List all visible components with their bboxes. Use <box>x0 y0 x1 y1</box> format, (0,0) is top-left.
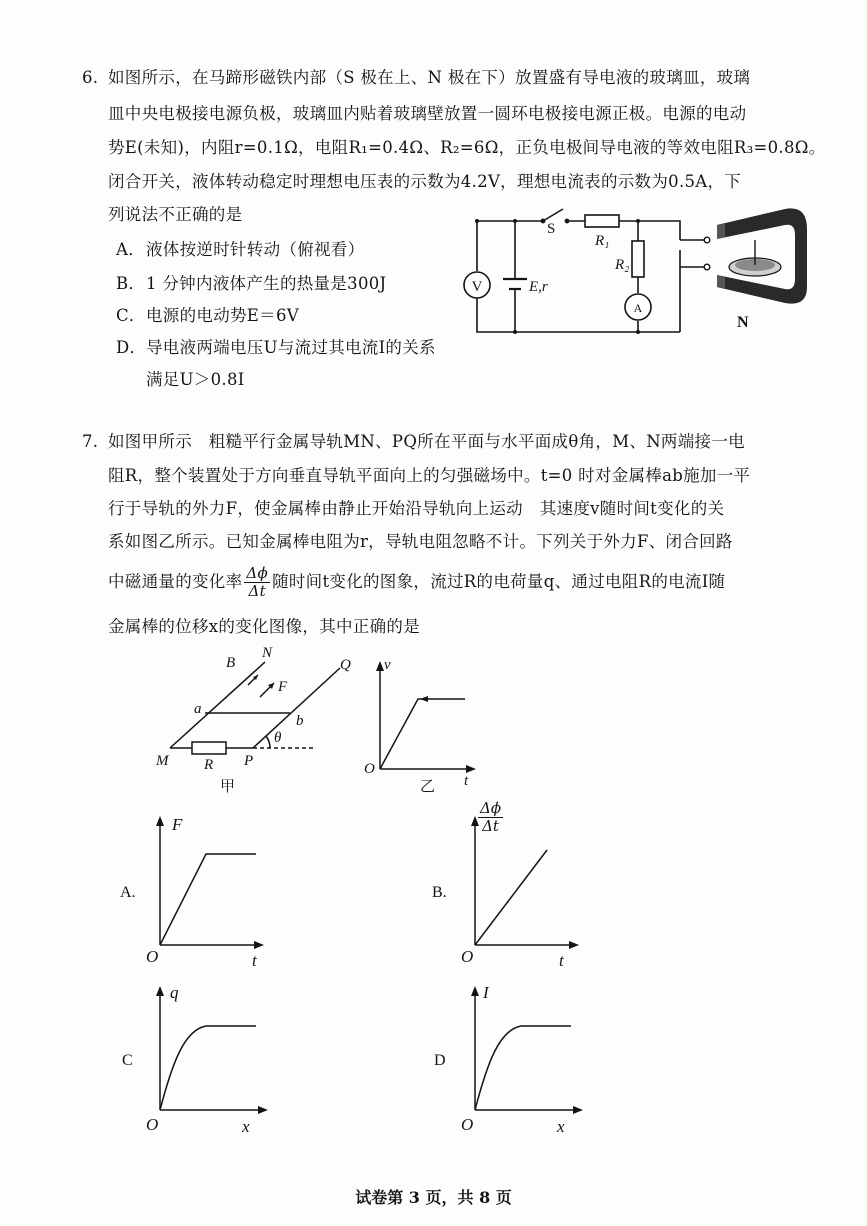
label-q: Q <box>340 657 351 673</box>
origin-label: O <box>146 1115 159 1134</box>
question-text-line: 行于导轨的外力F，使金属棒由静止开始沿导轨向上运动 其速度v随时间t变化的关 <box>108 499 725 518</box>
option-letter: C <box>122 1052 133 1069</box>
question-text-line: 列说法不正确的是 <box>108 205 243 224</box>
circuit-diagram <box>455 195 815 345</box>
battery-label: E,r <box>529 279 548 295</box>
option-letter: D． <box>116 338 147 357</box>
figure-caption: 乙 <box>420 777 436 795</box>
question-text-line: 势E(未知)，内阻r=0.1Ω，电阻R₁=0.4Ω、R₂=6Ω，正负电极间导电液的等效电阻R₃=0.8Ω。 <box>108 138 826 157</box>
graph-f-vs-t <box>140 810 280 970</box>
ammeter-icon <box>625 294 651 320</box>
figure-jia-rails <box>150 645 370 795</box>
option-letter: A． <box>116 240 146 259</box>
question-number: 7. <box>82 432 99 451</box>
figure-caption: 甲 <box>220 777 236 795</box>
origin-label: O <box>364 761 375 777</box>
option-letter: C． <box>116 306 146 325</box>
r1-label: R₁ <box>595 233 610 249</box>
origin-label: O <box>461 1115 474 1134</box>
x-axis-label: x <box>557 1117 565 1136</box>
option-letter: B． <box>116 274 146 293</box>
graph-flux-rate-vs-t <box>455 810 595 970</box>
figure-yi-velocity <box>360 655 480 795</box>
y-axis-label-fraction: $\frac{\Delta\phi}{\Delta t}$ <box>480 799 502 835</box>
option-text-continued: 满足U＞0.8I <box>146 370 245 389</box>
label-f: F <box>278 679 288 695</box>
label-p: P <box>244 753 254 769</box>
origin-label: O <box>146 947 159 966</box>
r2-label: R₂ <box>615 257 630 273</box>
option-text: 1 分钟内液体产生的热量是300J <box>146 274 387 293</box>
question-text-line: 如图甲所示 粗糙平行金属导轨MN、PQ所在平面与水平面成θ角，M、N两端接一电 <box>108 432 745 451</box>
label-m: M <box>156 753 169 769</box>
label-r: R <box>204 757 214 773</box>
axis-label-t: t <box>464 773 469 789</box>
label-a: a <box>194 701 202 717</box>
question-text-line: 金属棒的位移x的变化图像，其中正确的是 <box>108 617 421 636</box>
axis-label-v: v <box>384 657 391 673</box>
option-text: 液体按逆时针转动（俯视看） <box>146 240 365 259</box>
origin-label: O <box>461 947 474 966</box>
question-text-line: 如图所示，在马蹄形磁铁内部（S 极在上、N 极在下）放置盛有导电液的玻璃皿，玻璃 <box>108 68 751 87</box>
graph-i-vs-x <box>455 980 595 1140</box>
question-text-line: 阻R，整个装置处于方向垂直导轨平面向上的匀强磁场中。t=0 时对金属棒ab施加一平 <box>108 466 751 485</box>
svg-text:A: A <box>633 301 643 315</box>
flux-rate-fraction: $\frac{\Delta\phi}{\Delta t}$ <box>246 564 269 600</box>
text-segment: 随时间t变化的图象，流过R的电荷量q、通过电阻R的电流I随 <box>272 572 726 591</box>
label-b: b <box>296 713 304 729</box>
question-text-line: 皿中央电极接电源负极，玻璃皿内贴着玻璃壁放置一圆环电极接电源正极。电源的电动 <box>108 104 747 123</box>
option-text: 电源的电动势E＝6V <box>146 306 299 325</box>
switch-label: S <box>547 221 556 237</box>
horseshoe-magnet-icon <box>717 208 807 303</box>
option-letter: B. <box>432 884 447 901</box>
option-text: 导电液两端电压U与流过其电流I的关系 <box>146 338 436 357</box>
question-text-line: 闭合开关，液体转动稳定时理想电压表的示数为4.2V，理想电流表的示数为0.5A，下 <box>108 172 742 191</box>
option-letter: D <box>434 1052 446 1069</box>
page-footer: 试卷第 3 页，共 8 页 <box>355 1188 512 1207</box>
question-number: 6. <box>82 68 99 87</box>
magnet-n-label: N <box>737 314 749 331</box>
option-letter: A. <box>120 884 136 901</box>
graph-q-vs-x <box>140 980 280 1140</box>
y-axis-label: I <box>483 983 489 1002</box>
y-axis-label: q <box>170 983 179 1002</box>
x-axis-label: x <box>242 1117 250 1136</box>
y-axis-label: F <box>172 815 183 834</box>
svg-text:V: V <box>471 279 483 295</box>
x-axis-label: t <box>252 951 257 970</box>
label-n: N <box>262 645 273 661</box>
x-axis-label: t <box>559 951 564 970</box>
label-theta: θ <box>274 730 282 746</box>
text-segment: 中磁通量的变化率 <box>108 572 243 591</box>
question-text-line-with-fraction <box>108 565 725 600</box>
question-text-line: 系如图乙所示。已知金属棒电阻为r，导轨电阻忽略不计。下列关于外力F、闭合回路 <box>108 532 733 551</box>
voltmeter-icon <box>464 272 490 298</box>
label-b-field: B <box>226 655 236 671</box>
